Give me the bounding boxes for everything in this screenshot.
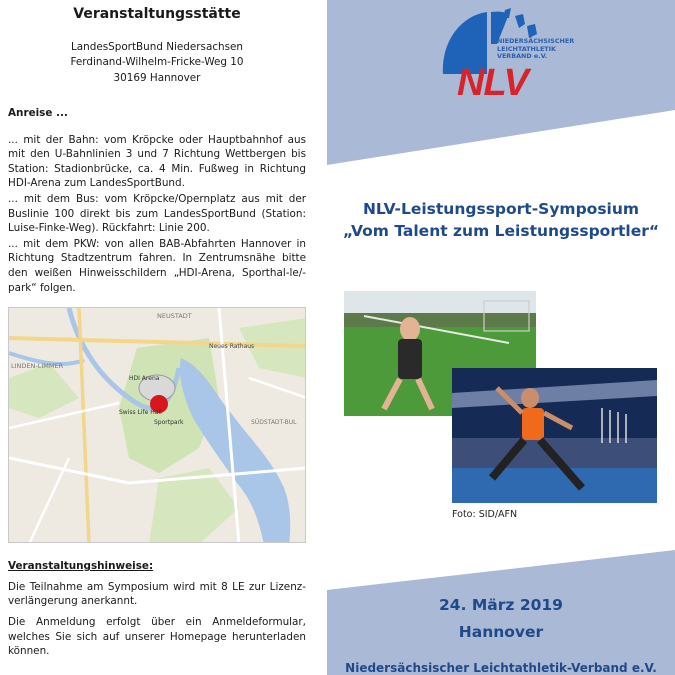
location-map <box>8 307 306 543</box>
photo-athlete <box>398 339 422 379</box>
map-label: Neues Rathaus <box>209 343 255 351</box>
hints-heading: Veranstaltungshinweise: <box>8 560 154 573</box>
map-label: HDI Arena <box>129 375 160 383</box>
photo-track <box>452 468 657 503</box>
arrival-train: ... mit der Bahn: vom Kröpcke oder Hauptbahnhof aus mit den U-Bahnlinien 3 und 7 Richtung Wettbergen bis Station: Stadionbrücke, ca. 4 Min. Fußweg in Richtung HDI-Arena zum LandesSportBund. <box>8 133 306 190</box>
map-label: Sportpark <box>154 419 184 427</box>
address-line: LandesSportBund Niedersachsen <box>70 40 244 53</box>
logo-blue-mark <box>527 24 537 38</box>
address-line: 30169 Hannover <box>113 71 201 84</box>
symposium-title <box>327 198 675 242</box>
map-label: NEUSTADT <box>157 312 192 321</box>
address-line: Ferdinand-Wilhelm-Fricke-Weg 10 <box>70 56 244 69</box>
venue-address <box>8 40 306 87</box>
left-column <box>0 0 314 675</box>
map-label: Swiss Life Hall <box>119 409 162 417</box>
arrival-heading: Anreise ... <box>8 107 68 120</box>
map-graphic <box>9 308 306 543</box>
symposium-title-line: NLV-Leistungssport-Symposium <box>362 200 640 218</box>
photo-athlete <box>400 317 420 341</box>
map-label: SÜDSTADT-BUL <box>251 419 297 427</box>
logo-abbr: NLV <box>457 62 528 104</box>
organizer-name: Niedersächsischer Leichtathletik-Verband e.V. <box>345 661 657 675</box>
logo-org-line: VERBAND e.V. <box>497 52 548 61</box>
hint-license: Die Teilnahme am Symposium wird mit 8 LE zur Lizenz-verlängerung anerkannt. <box>8 580 306 608</box>
venue-title: Veranstaltungsstätte <box>73 6 241 22</box>
right-column <box>327 0 675 675</box>
photo-caption: Foto: SID/AFN <box>452 509 518 520</box>
photo-athlete <box>522 408 544 440</box>
photo-athlete <box>521 388 539 408</box>
logo-blue-mark <box>515 14 525 28</box>
event-date: 24. März 2019 <box>439 596 563 614</box>
logo-org-line: NIEDERSÄCHSISCHER <box>497 37 575 45</box>
symposium-subtitle-line: „Vom Talent zum Leistungssportler“ <box>342 222 660 240</box>
event-city: Hannover <box>458 623 544 641</box>
hint-registration: Die Anmeldung erfolgt über ein Anmeldeformular, welches Sie sich auf unserer Homepage herunterladen können. <box>8 616 306 658</box>
arrival-bus: ... mit dem Bus: vom Kröpcke/Opernplatz aus mit der Buslinie 100 direkt bis zum LandesSportBund (Station: Luise-Finke-Weg). Rückfahrt: Linie 200. <box>8 193 306 235</box>
logo-org-line: LEICHTATHLETIK <box>497 44 556 53</box>
logo-org-text <box>497 38 574 61</box>
athlete-photo-stadium <box>452 368 657 503</box>
map-label: LINDEN-LIMMER <box>11 362 64 371</box>
photo-trees <box>344 313 536 327</box>
arrival-car: ... mit dem PKW: von allen BAB-Abfahrten Hannover in Richtung Stadtzentrum fahren. In Zentrumsnähe bitte den weißen Hinweisschildern „HDI-Arena, Sporthal-le/-park“ folgen. <box>8 237 306 294</box>
